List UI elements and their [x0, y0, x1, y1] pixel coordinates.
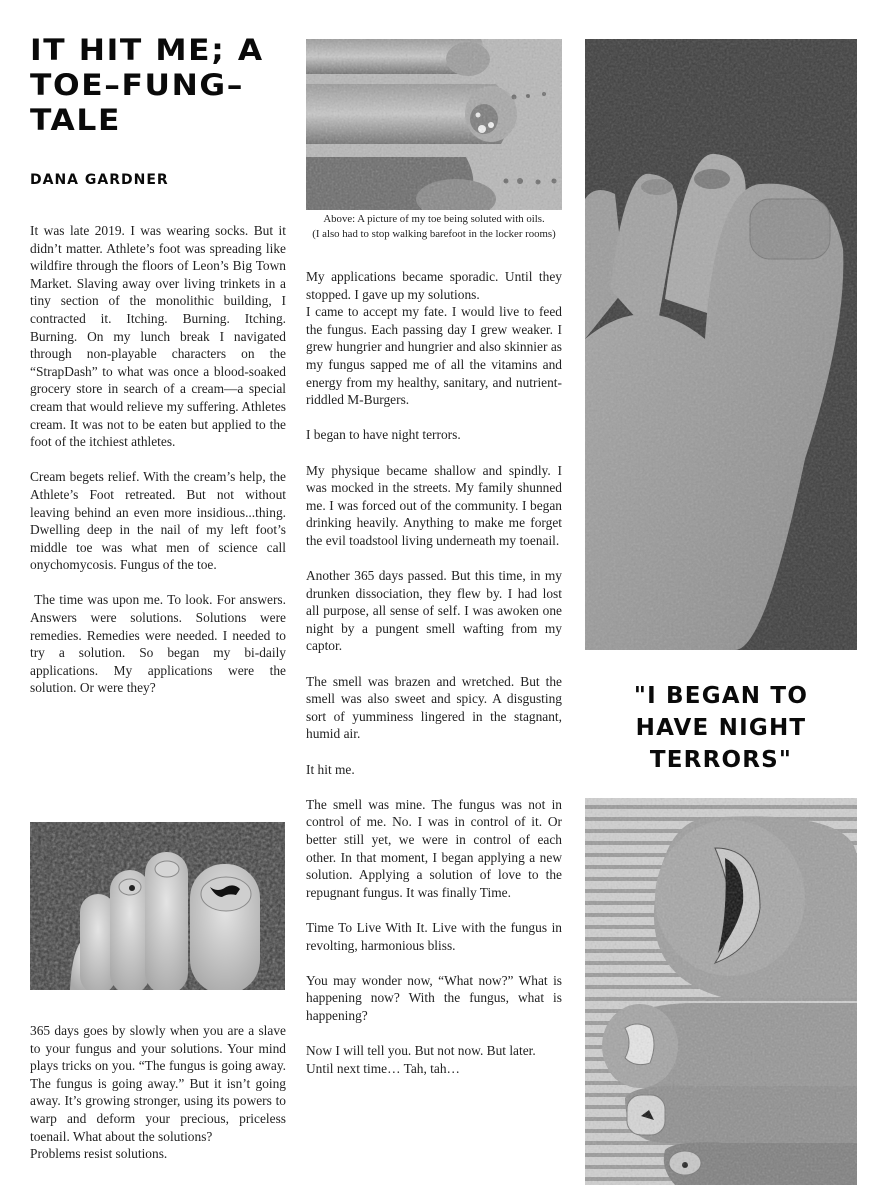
- caption-line: (I also had to stop walking barefoot in the locker rooms): [312, 227, 556, 240]
- paragraph: It hit me.: [306, 761, 355, 777]
- oiled-toe-image: [306, 39, 562, 210]
- photo-caption: [306, 212, 562, 241]
- photo-toes-on-grass: [30, 822, 285, 990]
- photo-damaged-nails: [585, 798, 857, 1185]
- paragraph: The smell was brazen and wretched. But the smell was also sweet and spicy. A disgusting sort of yumminess lingered in the stagnant, humid air.: [306, 673, 562, 742]
- damaged-nails-image: [585, 798, 857, 1185]
- toes-grass-image: [30, 822, 285, 990]
- paragraph: I came to accept my fate. I would live to feed the fungus. Each passing day I grew weaker. I grew hungrier and hungrier and also skinnier as my fungus sapped me of all the vitamins and energy from my healthy, sanitary, and nutrient-riddled M-Burgers.: [306, 304, 562, 408]
- paragraph: The time was upon me. To look. For answers. Answers were solutions. Solutions were remedies. Remedies were needed. I needed to try a solution. So began my bi-daily applications. My applications were the solution. Or were they?: [30, 592, 286, 696]
- paragraph: Another 365 days passed. But this time, in my drunken dissociation, they flew by. I had lost all purpose, all sense of self. I was awoken one night by a pungent smell wafting from my captor.: [306, 568, 562, 654]
- caption-line: Above: A picture of my toe being soluted with oils.: [323, 213, 545, 225]
- title-line: TALE: [30, 103, 122, 137]
- article-title: [30, 33, 313, 138]
- pull-quote-line: HAVE NIGHT: [635, 715, 807, 741]
- pull-quote-line: TERRORS": [649, 747, 793, 773]
- author-byline: DANA GARDNER: [30, 172, 169, 188]
- column-1-text: [30, 222, 286, 715]
- foot-image: [585, 39, 857, 650]
- photo-oiled-toe: [306, 39, 562, 210]
- paragraph: Now I will tell you. But not now. But later.: [306, 1043, 536, 1059]
- paragraph: Problems resist solutions.: [30, 1146, 168, 1162]
- column-2-text: [306, 268, 562, 1077]
- paragraph: My physique became shallow and spindly. I was mocked in the streets. My family shunned me. I was forced out of the community. I began drinking heavily. Anything to make me forget the evil toadstool living underneath my toenail.: [306, 462, 562, 548]
- paragraph: 365 days goes by slowly when you are a slave to your fungus and your solutions. Your mind plays tricks on you. “The fungus is going away. The fungus is going away.” But it isn’t going away. It’s growing stronger, using its powers to warp and deform your precious, priceless toenail. What about the solutions?: [30, 1023, 286, 1144]
- paragraph: Cream begets relief. With the cream’s help, the Athlete’s Foot retreated. But not without leaving behind an even more insidious...thing. Dwelling deep in the nail of my left foot’s middle toe was what men of science call onychomycosis. Fungus of the toe.: [30, 469, 286, 573]
- column-1-bottom-text: [30, 1022, 286, 1163]
- title-line: TOE–FUNG–: [30, 68, 245, 102]
- paragraph: Until next time… Tah, tah…: [306, 1060, 460, 1076]
- paragraph: It was late 2019. I was wearing socks. But it didn’t matter. Athlete’s foot was spreading like wildfire through the floors of Leon’s Big Town Market. Slaving away over living trinkets in a tiny section of the monolithic building, I contracted it. Itching. Burning. Itching. Burning. On my lunch break I navigated through non-playable characters on the “StrapDash” to what was once a blood-soaked grocery store in search of a cream—a special cream that would relieve my suffering. Athletes cream. It was not to be eaten but applied to the foot of the itchiest athletes.: [30, 223, 286, 450]
- paragraph: Time To Live With It. Live with the fungus in revolting, harmonious bliss.: [306, 919, 562, 953]
- paragraph: The smell was mine. The fungus was not in control of me. No. I was in control of it. Or better still yet, we were in control of each other. In that moment, I began applying a new solution. Applying a solution of love to the repugnant fungus. It was finally Time.: [306, 796, 562, 900]
- paragraph: You may wonder now, “What now?” What is happening now? With the fungus, what is happening?: [306, 972, 562, 1023]
- photo-foot-dark-background: [585, 39, 857, 650]
- paragraph: My applications became sporadic. Until they stopped. I gave up my solutions.: [306, 269, 562, 302]
- title-line: IT HIT ME; A: [30, 33, 264, 67]
- pull-quote-line: "I BEGAN TO: [633, 683, 809, 709]
- paragraph: I began to have night terrors.: [306, 427, 461, 443]
- pull-quote: [585, 680, 857, 776]
